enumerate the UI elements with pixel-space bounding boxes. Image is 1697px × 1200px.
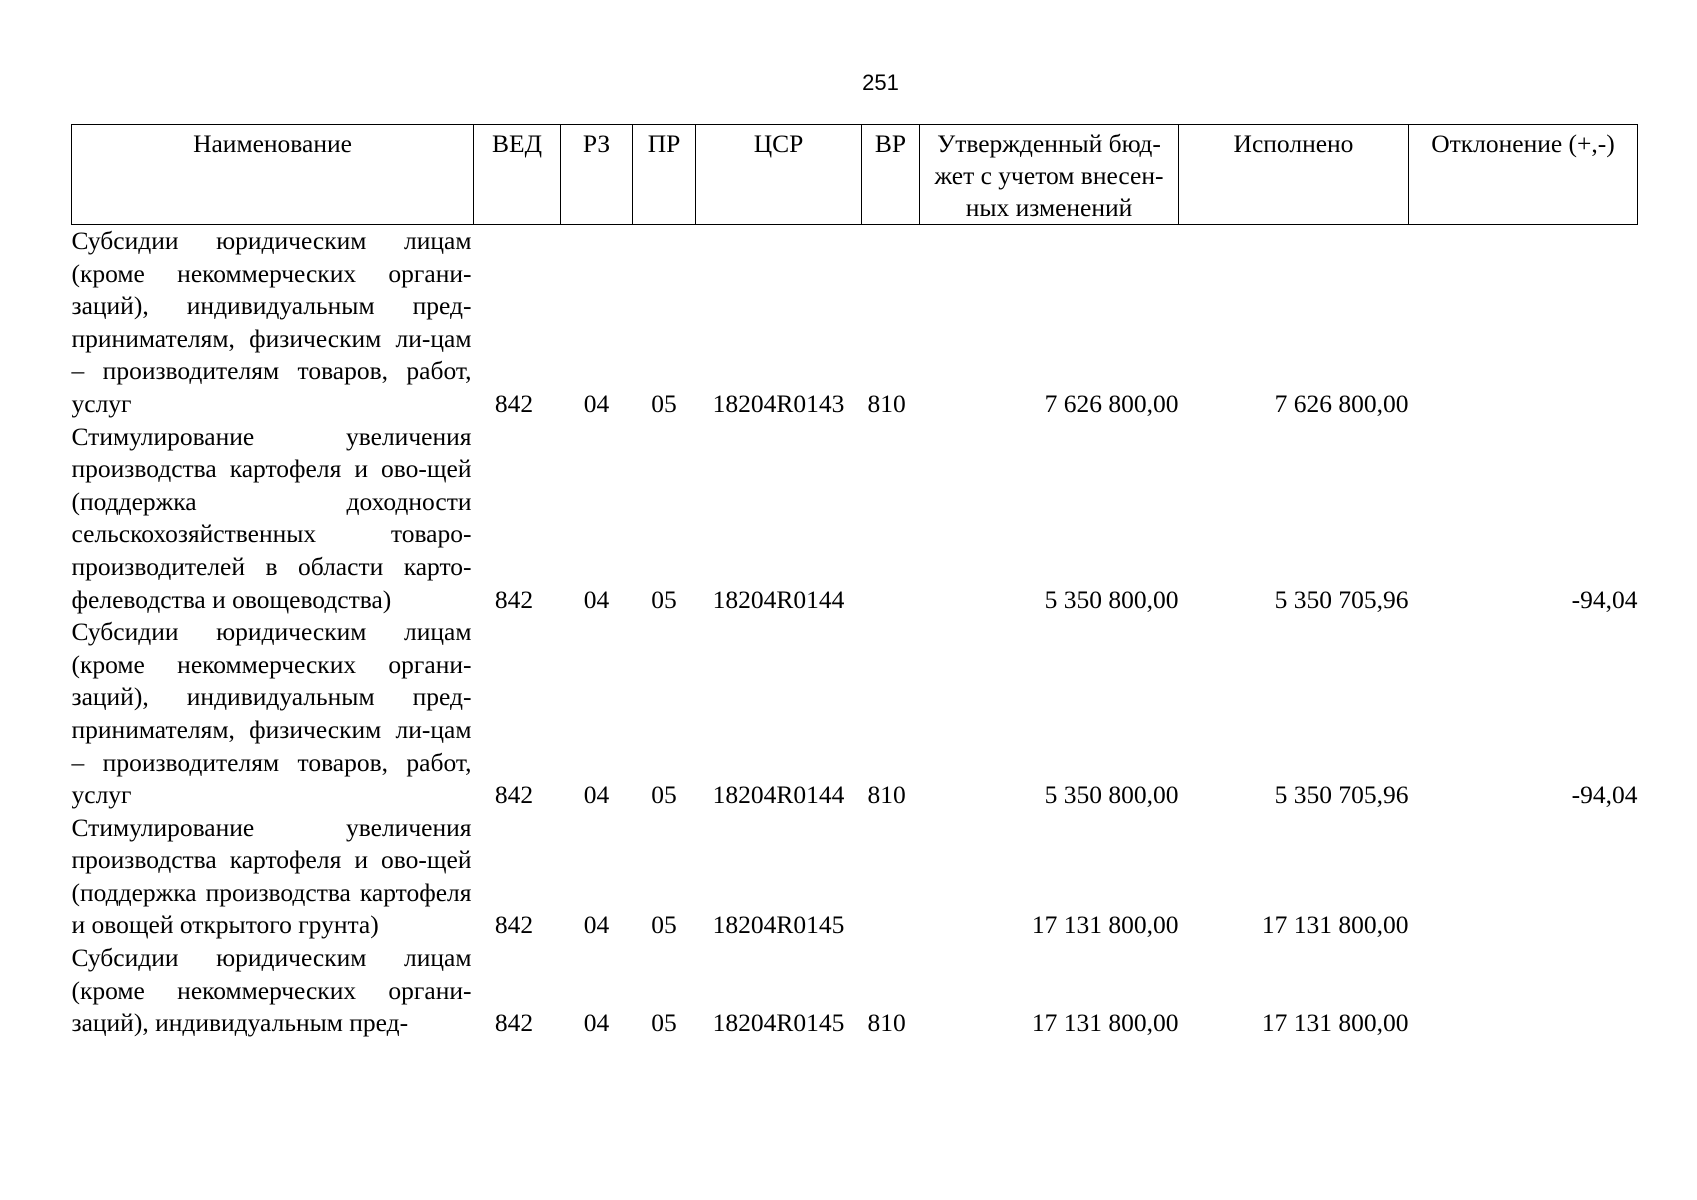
- row-pr: 05: [651, 780, 677, 810]
- row-name: Субсидии юридическим лицам (кроме некоммерческих органи-заций), индивидуальным пред-: [71, 943, 472, 1038]
- table-row: [72, 942, 1638, 1040]
- page-number: 251: [862, 70, 899, 95]
- header-csr: ЦСР: [696, 125, 862, 225]
- row-csr: 18204R0145: [712, 910, 845, 940]
- row-ved: 842: [494, 584, 534, 614]
- row-name: Стимулирование увеличения производства картофеля и ово-щей (поддержка доходности сельскохозяйственных товаро-производителей в области карто-фелеводства и овощеводства): [71, 421, 472, 614]
- row-rz: 04: [583, 780, 610, 810]
- row-name: Субсидии юридическим лицам (кроме некоммерческих органи-заций), индивидуальным пред-принимателям, физическим ли-цам – производителям товаров, работ, услуг: [71, 617, 472, 810]
- row-deviation: -94,04: [1571, 780, 1638, 810]
- row-vr: 810: [867, 388, 906, 418]
- row-approved-budget: 17 131 800,00: [1031, 1008, 1179, 1038]
- row-executed: 5 350 705,96: [1274, 780, 1409, 810]
- row-csr: 18204R0143: [712, 388, 845, 418]
- header-name: Наименование: [72, 125, 474, 225]
- row-rz: 04: [583, 1008, 610, 1038]
- header-rz: РЗ: [561, 125, 633, 225]
- row-deviation: [1409, 942, 1638, 1040]
- header-deviation: Отклонение (+,-): [1409, 125, 1638, 225]
- row-approved-budget: 17 131 800,00: [1031, 910, 1179, 940]
- header-executed: Исполнено: [1179, 125, 1409, 225]
- row-rz: 04: [583, 910, 610, 940]
- table-row: [72, 225, 1638, 421]
- row-vr: [862, 812, 920, 942]
- row-vr: [862, 421, 920, 617]
- row-approved-budget: 7 626 800,00: [1044, 388, 1179, 418]
- row-pr: 05: [651, 1008, 677, 1038]
- row-csr: 18204R0144: [712, 584, 845, 614]
- row-executed: 17 131 800,00: [1261, 910, 1409, 940]
- row-deviation: -94,04: [1571, 584, 1638, 614]
- header-ved: ВЕД: [474, 125, 561, 225]
- row-rz: 04: [583, 388, 610, 418]
- budget-execution-table: [71, 124, 1638, 1040]
- table-header-row: [72, 125, 1638, 225]
- row-name: Субсидии юридическим лицам (кроме некоммерческих органи-заций), индивидуальным пред-принимателям, физическим ли-цам – производителям товаров, работ, услуг: [71, 226, 472, 418]
- row-executed: 5 350 705,96: [1274, 584, 1409, 614]
- row-csr: 18204R0145: [712, 1008, 845, 1038]
- row-approved-budget: 5 350 800,00: [1044, 584, 1179, 614]
- row-ved: 842: [494, 780, 534, 810]
- row-pr: 05: [651, 584, 677, 614]
- row-deviation: [1409, 225, 1638, 421]
- row-ved: 842: [494, 910, 534, 940]
- row-deviation: [1409, 812, 1638, 942]
- row-csr: 18204R0144: [712, 780, 845, 810]
- row-vr: 810: [867, 780, 906, 810]
- row-executed: 7 626 800,00: [1274, 388, 1409, 418]
- row-rz: 04: [583, 584, 610, 614]
- table-row: [72, 421, 1638, 617]
- header-vr: ВР: [862, 125, 920, 225]
- table-row: [72, 616, 1638, 812]
- row-ved: 842: [494, 388, 534, 418]
- row-vr: 810: [867, 1008, 906, 1038]
- row-pr: 05: [651, 388, 677, 418]
- header-pr: ПР: [633, 125, 696, 225]
- row-pr: 05: [651, 910, 677, 940]
- row-executed: 17 131 800,00: [1261, 1008, 1409, 1038]
- table-row: [72, 812, 1638, 942]
- header-approved-budget: Утвержденный бюд-жет с учетом внесен-ных изменений: [920, 125, 1179, 225]
- row-ved: 842: [494, 1008, 534, 1038]
- row-name: Стимулирование увеличения производства картофеля и ово-щей (поддержка производства картофеля и овощей открытого грунта): [71, 812, 472, 940]
- row-approved-budget: 5 350 800,00: [1044, 780, 1179, 810]
